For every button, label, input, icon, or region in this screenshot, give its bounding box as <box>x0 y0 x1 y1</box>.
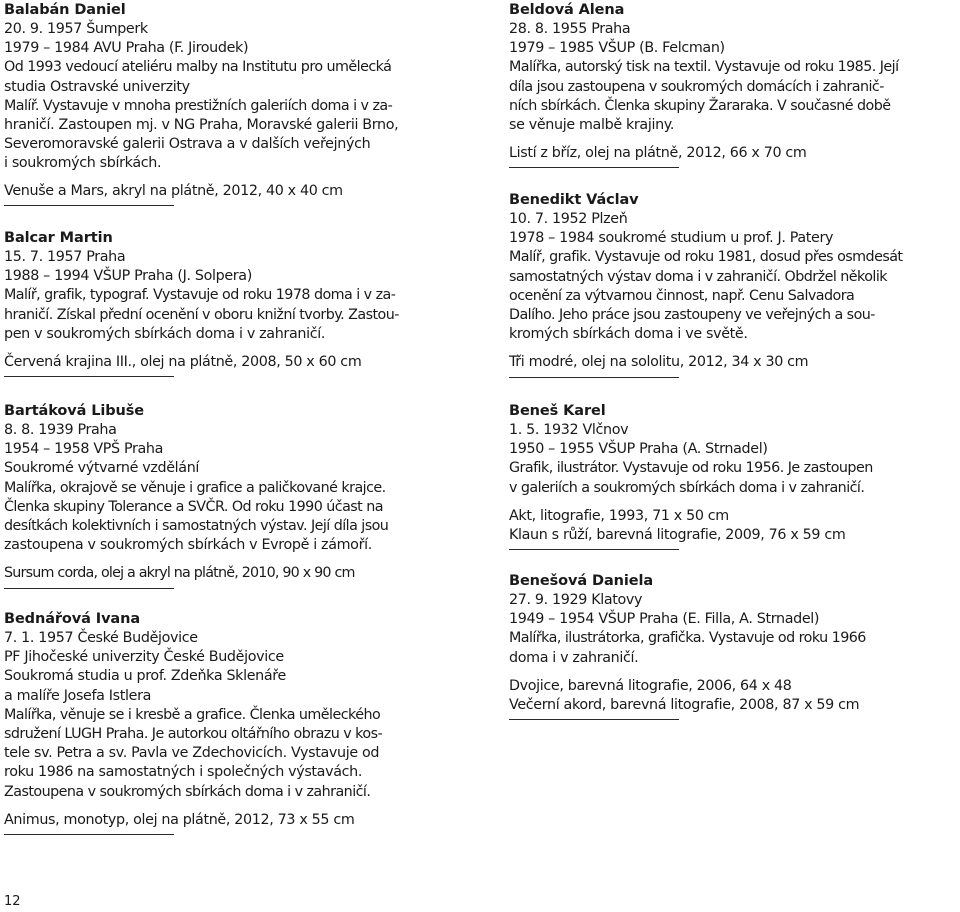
bio-line: ních sbírkách. Členka skupiny Žararaka. V současné době <box>509 97 891 114</box>
bio-line: 1978 – 1984 soukromé studium u prof. J. Patery <box>509 230 834 247</box>
bio-line: kromých sbírkách doma i ve světě. <box>509 326 748 343</box>
artist-entry-benedikt <box>509 190 957 378</box>
artist-entry-beldova <box>509 0 957 168</box>
bio-line: PF Jihočeské univerzity České Budějovice <box>4 649 284 666</box>
bio-line: Dalího. Jeho práce jsou zastoupeny ve veřejných a sou- <box>509 307 875 324</box>
bio-line: Zastoupena v soukromých sbírkách doma i v zahraničí. <box>4 783 371 800</box>
artist-entry-balcar <box>4 228 474 377</box>
bio-line: se věnuje malbě krajiny. <box>509 117 675 134</box>
artwork-caption: Červená krajina III., olej na plátně, 2008, 50 x 60 cm <box>4 354 362 371</box>
artist-entry-bednarova <box>4 609 474 835</box>
bio-line: Soukromá studia u prof. Zdeňka Sklenáře <box>4 668 286 685</box>
bio-line: ocenění za výtvarnou činnost, např. Cenu Salvadora <box>509 287 855 304</box>
bio-line: 7. 1. 1957 České Budějovice <box>4 630 198 646</box>
bio-line: 1950 – 1955 VŠUP Praha (A. Strnadel) <box>509 441 768 458</box>
bio-line: 10. 7. 1952 Plzeň <box>509 211 628 227</box>
bio-line: samostatných výstav doma i v zahraničí. Obdržel několik <box>509 268 887 285</box>
bio-line: hraničí. Získal přední ocenění v oboru knižní tvorby. Zastou- <box>4 306 399 323</box>
caption-underline <box>4 834 174 835</box>
artwork-caption: Akt, litografie, 1993, 71 x 50 cm <box>509 507 729 524</box>
artist-name: Benedikt Václav <box>509 192 639 208</box>
bio-line: Od 1993 vedoucí ateliéru malby na Institutu pro umělecká <box>4 59 392 76</box>
bio-line: Malířka, ilustrátorka, grafička. Vystavuje od roku 1966 <box>509 630 866 647</box>
bio-line: Severomoravské galerii Ostrava a v dalších veřejných <box>4 136 371 153</box>
bio-line: 27. 9. 1929 Klatovy <box>509 592 643 608</box>
artist-entry-bartakova <box>4 401 474 589</box>
bio-line: 1954 – 1958 VPŠ Praha <box>4 441 164 458</box>
bio-line: 1. 5. 1932 Vlčnov <box>509 422 629 438</box>
bio-line: Malířka, okrajově se věnuje i grafice a paličkované krajce. <box>4 479 386 496</box>
artwork-caption: Klaun s růží, barevná litografie, 2009, 76 x 59 cm <box>509 527 846 544</box>
artist-entry-benesova <box>509 571 957 720</box>
caption-underline <box>4 588 174 589</box>
bio-line: 15. 7. 1957 Praha <box>4 249 126 265</box>
bio-line: Malíř, grafik, typograf. Vystavuje od roku 1978 doma i v za- <box>4 287 396 304</box>
bio-line: roku 1986 na samostatných i společných výstavách. <box>4 764 363 781</box>
bio-line: 1988 – 1994 VŠUP Praha (J. Solpera) <box>4 268 252 285</box>
bio-line: a malíře Josefa Istlera <box>4 687 152 704</box>
artist-name: Balcar Martin <box>4 230 113 246</box>
artist-name: Bednářová Ivana <box>4 611 141 627</box>
caption-underline <box>509 167 679 168</box>
caption-underline <box>4 376 174 377</box>
bio-line: pen v soukromých sbírkách doma i v zahraničí. <box>4 325 326 342</box>
artwork-caption: Animus, monotyp, olej na plátně, 2012, 73 x 55 cm <box>4 811 355 828</box>
artist-name: Beldová Alena <box>509 2 625 18</box>
bio-line: doma i v zahraničí. <box>509 649 639 666</box>
bio-line: Členka skupiny Tolerance a SVČR. Od roku 1990 účast na <box>4 498 383 515</box>
bio-line: 8. 8. 1939 Praha <box>4 422 117 438</box>
bio-line: i soukromých sbírkách. <box>4 155 162 172</box>
caption-underline <box>509 377 679 378</box>
bio-line: Grafik, ilustrátor. Vystavuje od roku 1956. Je zastoupen <box>509 460 873 477</box>
bio-line: Malířka, věnuje se i kresbě a grafice. Členka uměleckého <box>4 706 381 723</box>
bio-line: 1979 – 1985 VŠUP (B. Felcman) <box>509 40 725 57</box>
artwork-caption: Sursum corda, olej a akryl na plátně, 2010, 90 x 90 cm <box>4 565 355 582</box>
bio-line: 28. 8. 1955 Praha <box>509 21 631 37</box>
artist-entry-benes <box>509 401 957 550</box>
artwork-caption: Listí z bříz, olej na plátně, 2012, 66 x 70 cm <box>509 145 807 162</box>
artwork-caption: Venuše a Mars, akryl na plátně, 2012, 40 x 40 cm <box>4 182 343 199</box>
bio-line: desítkách kolektivních i samostatných výstav. Její díla jsou <box>4 518 389 535</box>
bio-line: studia Ostravské univerzity <box>4 78 190 95</box>
caption-underline <box>509 719 679 720</box>
artist-name: Balabán Daniel <box>4 2 126 18</box>
bio-line: 20. 9. 1957 Šumperk <box>4 21 148 37</box>
bio-line: 1979 – 1984 AVU Praha (F. Jiroudek) <box>4 40 249 57</box>
bio-line: tele sv. Petra a sv. Pavla ve Zdechovicích. Vystavuje od <box>4 745 380 762</box>
page-number: 12 <box>4 894 21 909</box>
bio-line: hraničí. Zastoupen mj. v NG Praha, Moravské galerii Brno, <box>4 117 399 134</box>
bio-line: v galeriích a soukromých sbírkách doma i v zahraničí. <box>509 479 865 496</box>
artist-name: Benešová Daniela <box>509 573 654 589</box>
bio-line: zastoupena v soukromých sbírkách v Evropě i zámoří. <box>4 537 372 554</box>
artwork-caption: Večerní akord, barevná litografie, 2008, 87 x 59 cm <box>509 697 860 714</box>
bio-line: Malíř, grafik. Vystavuje od roku 1981, dosud přes osmdesát <box>509 249 903 266</box>
artist-name: Beneš Karel <box>509 403 606 419</box>
bio-line: Malíř. Vystavuje v mnoha prestižních galeriích doma i v za- <box>4 97 393 114</box>
artist-entry-balaban <box>4 0 474 206</box>
artist-name: Bartáková Libuše <box>4 403 144 419</box>
bio-line: Malířka, autorský tisk na textil. Vystavuje od roku 1985. Její <box>509 59 899 76</box>
artwork-caption: Tři modré, olej na sololitu, 2012, 34 x 30 cm <box>509 354 809 371</box>
caption-underline <box>4 205 174 206</box>
caption-underline <box>509 549 679 550</box>
artwork-caption: Dvojice, barevná litografie, 2006, 64 x 48 <box>509 677 792 694</box>
bio-line: sdružení LUGH Praha. Je autorkou oltářního obrazu v kos- <box>4 726 383 743</box>
bio-line: Soukromé výtvarné vzdělání <box>4 460 200 477</box>
bio-line: 1949 – 1954 VŠUP Praha (E. Filla, A. Strnadel) <box>509 611 820 628</box>
bio-line: díla jsou zastoupena v soukromých domácích i zahranič- <box>509 78 884 95</box>
